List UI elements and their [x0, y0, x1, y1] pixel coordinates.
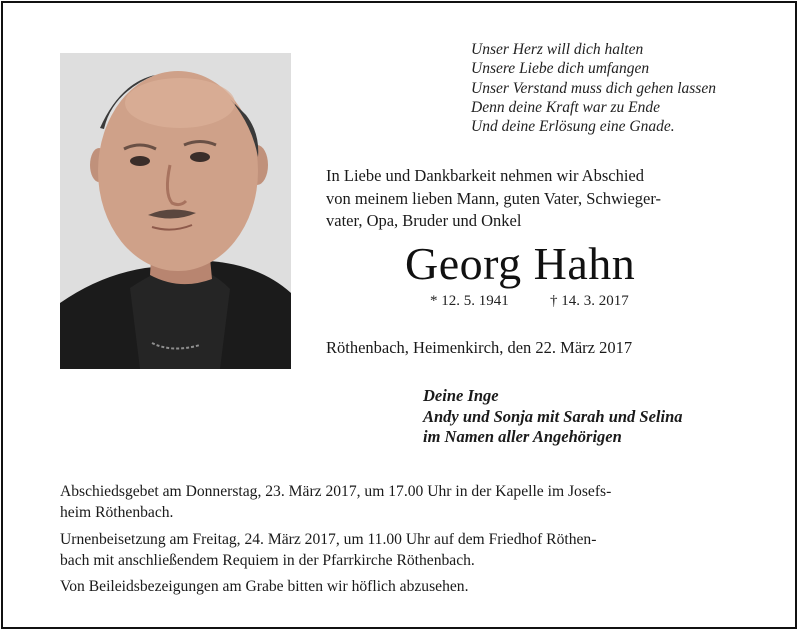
burial-notice	[60, 530, 750, 571]
intro-line: von meinem lieben Mann, guten Vater, Schwieger-	[326, 188, 662, 208]
poem-line: Unsere Liebe dich umfangen	[471, 60, 650, 78]
intro-text	[326, 165, 661, 233]
portrait-photo	[60, 53, 291, 369]
death-date: † 14. 3. 2017	[550, 293, 629, 309]
mourner-line: im Namen aller Angehörigen	[423, 427, 622, 446]
intro-line: vater, Opa, Bruder und Onkel	[326, 211, 522, 230]
poem-line: Denn deine Kraft war zu Ende	[471, 98, 660, 116]
condolence-notice	[60, 577, 750, 598]
obituary-frame	[1, 1, 797, 629]
poem-line: Unser Verstand muss dich gehen lassen	[471, 79, 716, 97]
deceased-name: Georg Hahn	[405, 238, 636, 289]
info-line: bach mit anschließendem Requiem in der Pfarrkirche Röthenbach.	[60, 551, 475, 569]
info-line: Urnenbeisetzung am Freitag, 24. März 2017, um 11.00 Uhr auf dem Friedhof Röthen-	[60, 531, 597, 548]
birth-date: * 12. 5. 1941	[430, 293, 509, 309]
info-line: heim Röthenbach.	[60, 503, 174, 521]
poem-line: Unser Herz will dich halten	[471, 41, 644, 58]
poem-line: Und deine Erlösung eine Gnade.	[471, 118, 675, 136]
info-line: Von Beileidsbezeigungen am Grabe bitten wir höflich abzusehen.	[60, 578, 469, 595]
info-line: Abschiedsgebet am Donnerstag, 23. März 2017, um 17.00 Uhr in der Kapelle im Josefs-	[60, 483, 612, 500]
intro-line: In Liebe und Dankbarkeit nehmen wir Abschied	[326, 166, 644, 185]
mourner-line: Andy und Sonja mit Sarah und Selina	[423, 406, 683, 426]
poem	[471, 40, 716, 136]
mourners	[423, 386, 683, 448]
prayer-notice	[60, 482, 750, 523]
place-and-date: Röthenbach, Heimenkirch, den 22. März 2017	[326, 338, 633, 357]
mourner-line: Deine Inge	[423, 386, 499, 405]
